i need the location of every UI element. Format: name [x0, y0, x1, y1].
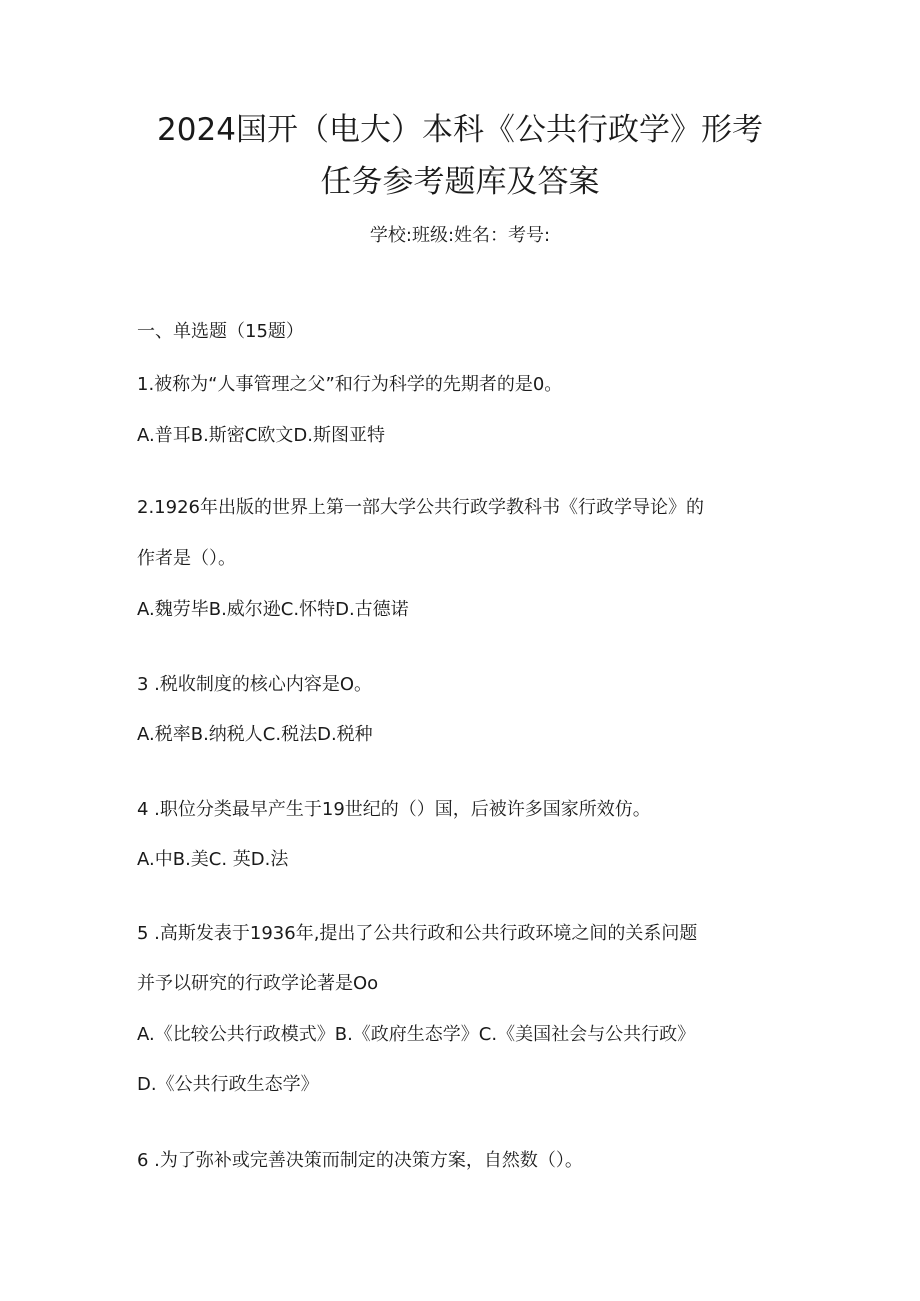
question-1-options: A.普耳B.斯密C欧文D.斯图亚特	[137, 425, 385, 446]
question-5-options-line-1: A.《比较公共行政模式》B.《政府生态学》C.《美国社会与公共行政》	[137, 1024, 696, 1045]
section-heading: 一、单选题（15题）	[137, 321, 304, 342]
question-3-stem: 3 .税收制度的核心内容是O。	[137, 674, 373, 695]
document-title-line-2: 任务参考题库及答案	[320, 164, 600, 200]
student-info-line: 学校:班级:姓名：考号:	[369, 225, 551, 246]
question-4-options: A.中B.美C. 英D.法	[137, 849, 289, 870]
question-4-stem: 4 .职位分类最早产生于19世纪的（）国，后被许多国家所效仿。	[137, 799, 651, 820]
question-2-options: A.魏劳毕B.威尔逊C.怀特D.古德诺	[137, 599, 409, 620]
question-2-stem-line-1: 2.1926年出版的世界上第一部大学公共行政学教科书《行政学导论》的	[137, 497, 704, 518]
question-5-options-line-2: D.《公共行政生态学》	[137, 1074, 319, 1095]
question-5-stem-line-1: 5 .高斯发表于1936年,提出了公共行政和公共行政环境之间的关系问题	[137, 923, 698, 944]
document-title-line-1: 2024国开（电大）本科《公共行政学》形考	[157, 112, 763, 148]
question-1-stem: 1.被称为“人事管理之父”和行为科学的先期者的是0。	[137, 374, 563, 395]
question-5-stem-line-2: 并予以研究的行政学论著是Oo	[137, 973, 379, 994]
question-6-stem: 6 .为了弥补或完善决策而制定的决策方案，自然数（）。	[137, 1150, 583, 1171]
question-2-stem-line-2: 作者是（）。	[137, 548, 236, 569]
question-3-options: A.税率B.纳税人C.税法D.税种	[137, 724, 373, 745]
